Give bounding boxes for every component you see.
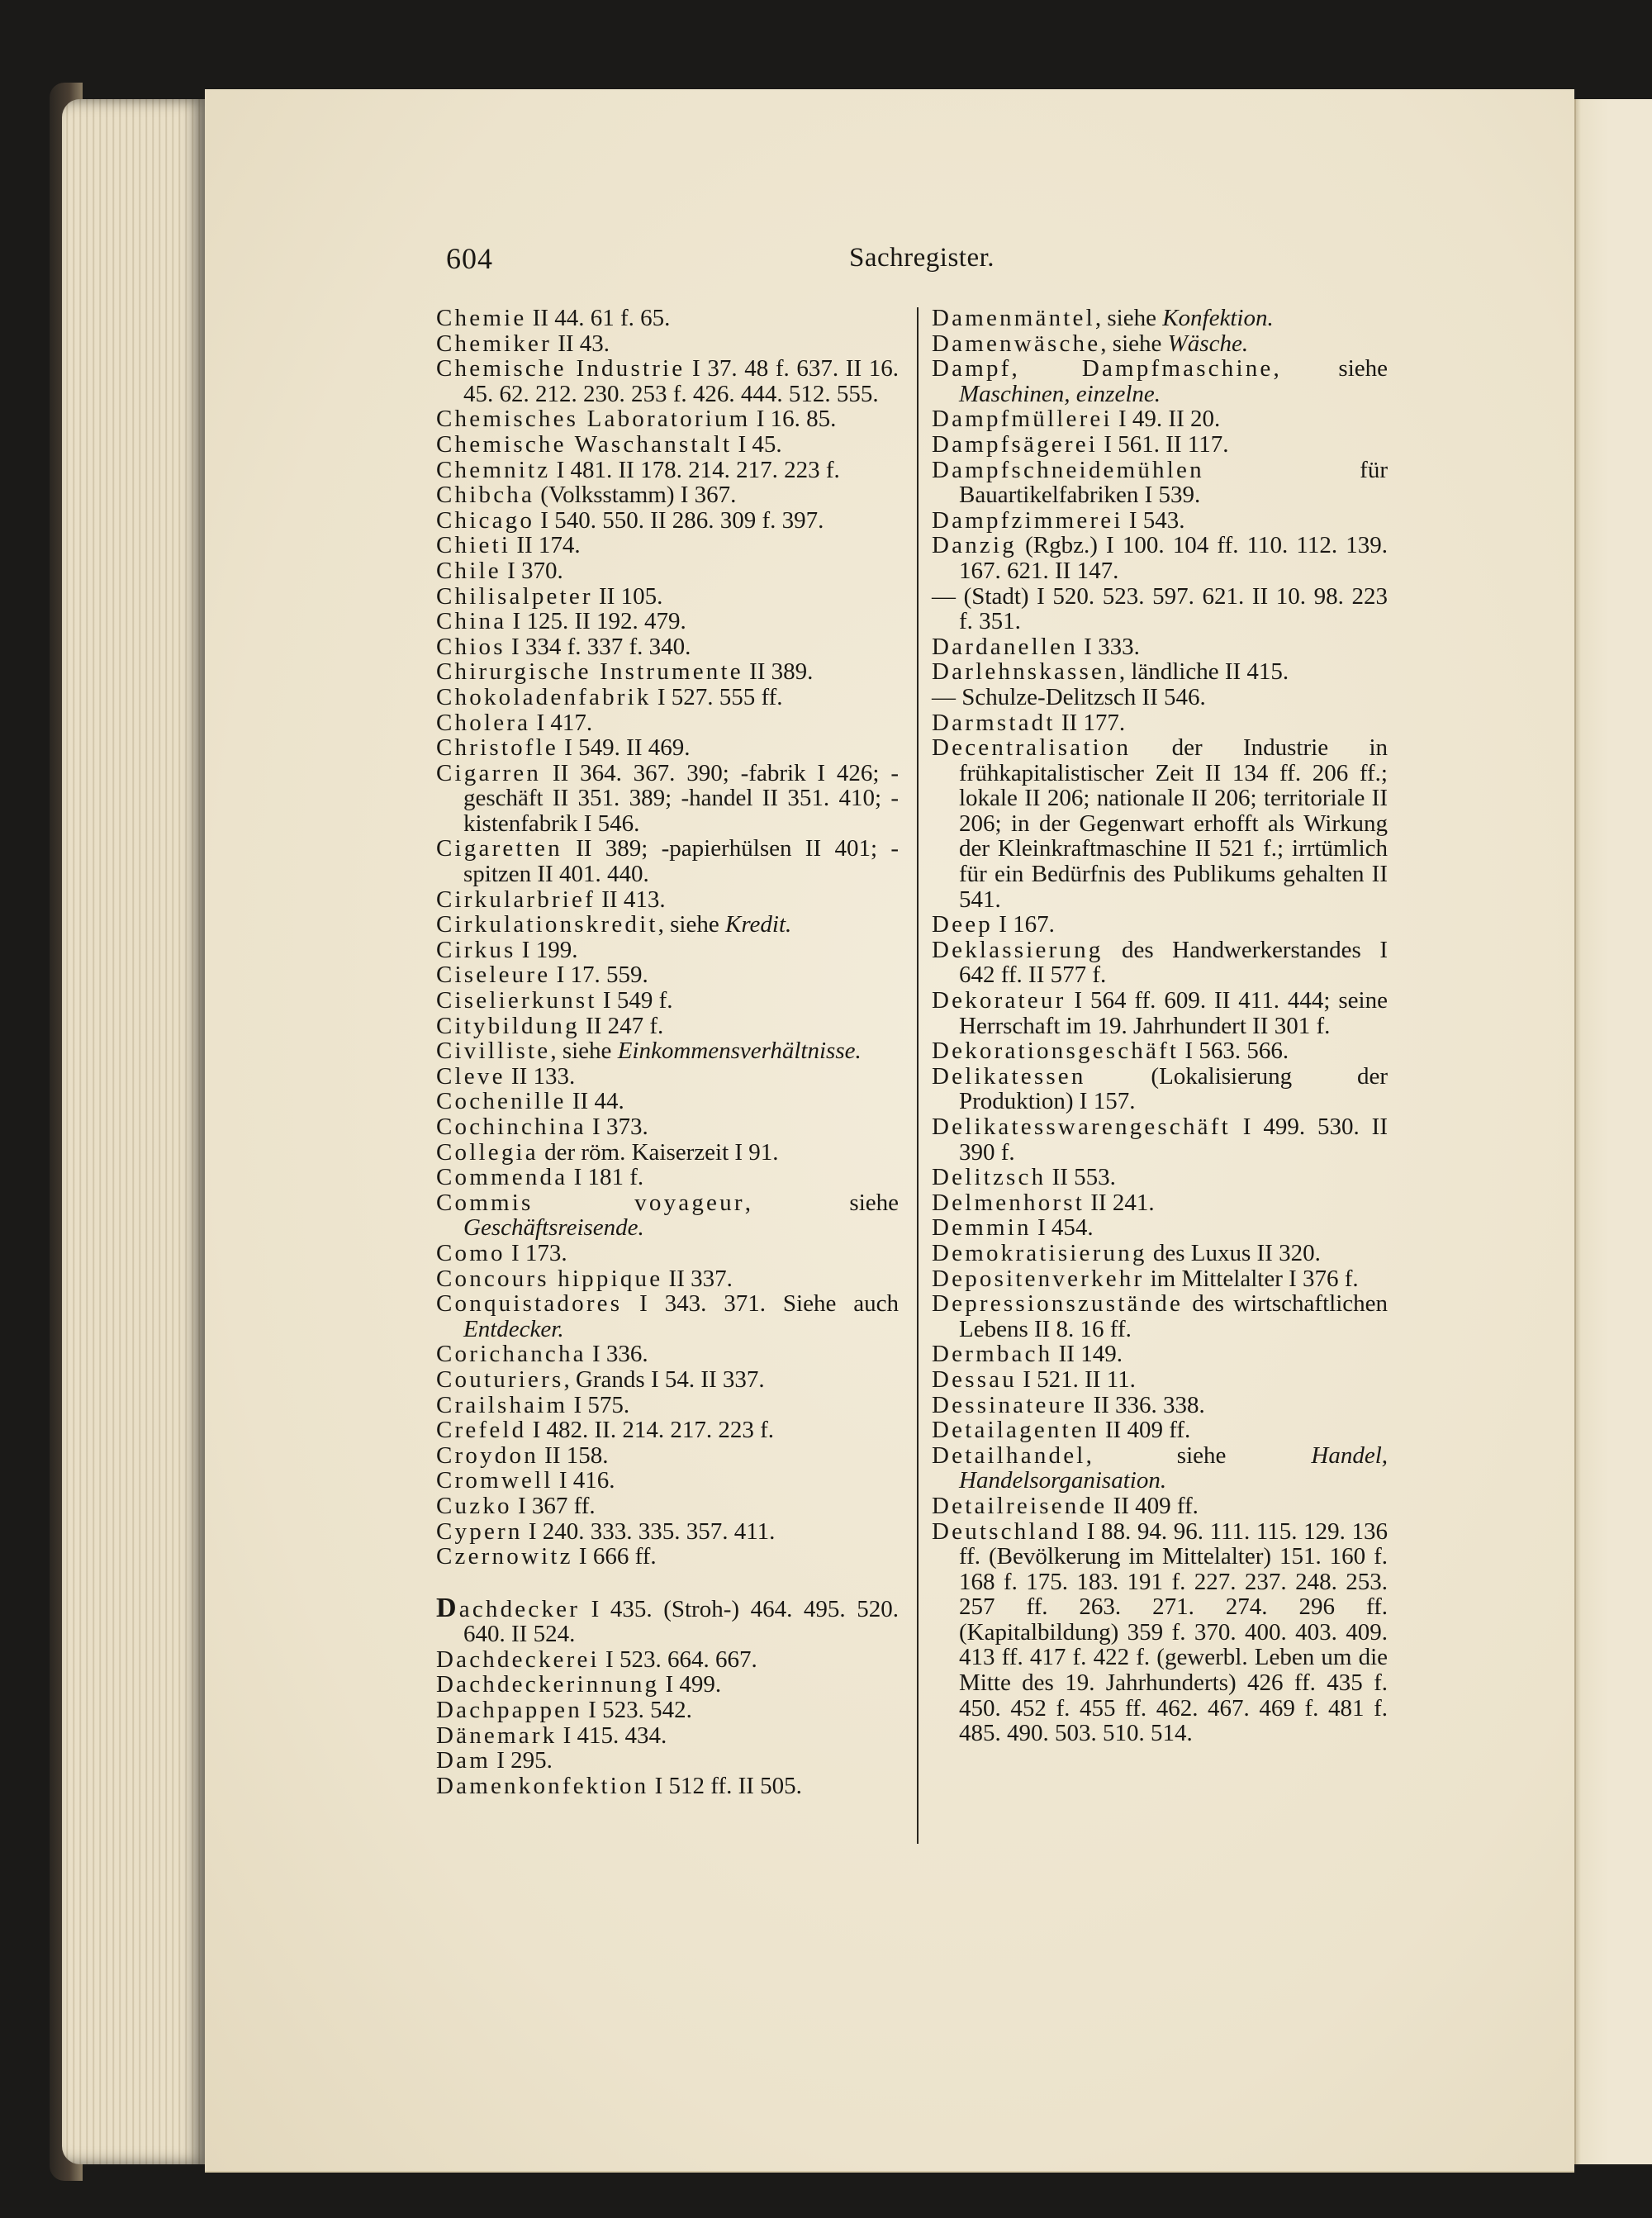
entry-headword: Cigaretten bbox=[436, 835, 563, 862]
entry-references: I 415. 434. bbox=[557, 1722, 667, 1749]
index-entry bbox=[932, 1114, 1388, 1165]
index-entry bbox=[932, 685, 1388, 710]
index-entry bbox=[932, 508, 1388, 534]
index-entry bbox=[932, 356, 1388, 406]
entry-headword: Dessau bbox=[932, 1365, 1017, 1393]
entry-references: I 88. 94. 96. 111. 115. 129. 136 ff. (Bevölkerung im Mittelalter) 151. 160 f. 168 f. 175. 183. 191 f. 227. 237. 248. 253. 257 ff. 263. 271. 274. 296 ff. (Kapitalbildung) 359 f. 370. 400. 403. 409. 413 ff. 417 f. 422 f. (gewerbl. Leben um die Mitte des 19. Jahrhunderts) 426 ff. 435 f. 450. 452 f. 455 ff. 462. 467. 469 f. 481 f. 485. 490. 503. 510. 514. bbox=[959, 1517, 1388, 1747]
index-entry bbox=[932, 1519, 1388, 1746]
entry-headword: Cochenille bbox=[436, 1088, 567, 1115]
index-entry bbox=[932, 1443, 1388, 1494]
entry-headword: Chemische Industrie bbox=[436, 355, 686, 382]
entry-references: I 527. 555 ff. bbox=[651, 683, 783, 710]
index-entry bbox=[932, 1291, 1388, 1342]
entry-references: II 177. bbox=[1055, 709, 1126, 736]
index-entry bbox=[436, 1748, 899, 1774]
entry-references: II 389. bbox=[743, 658, 814, 686]
entry-headword: Chokoladenfabrik bbox=[436, 683, 652, 710]
entry-references: II 247 f. bbox=[579, 1012, 664, 1039]
index-entry bbox=[436, 1038, 899, 1064]
entry-headword: Cholera bbox=[436, 709, 531, 736]
entry-references: II 409 ff. bbox=[1107, 1492, 1199, 1519]
entry-headword: Crefeld bbox=[436, 1417, 527, 1444]
entry-references: (Rgbz.) I 100. 104 ff. 110. 112. 139. 167. 621. II 147. bbox=[959, 532, 1388, 584]
entry-references: I 435. (Stroh-) 464. 495. 520. 640. II 524. bbox=[463, 1595, 899, 1648]
index-entry bbox=[436, 1165, 899, 1190]
index-entry bbox=[436, 1519, 899, 1545]
entry-references: I 370. bbox=[501, 557, 563, 584]
entry-references: I 16. 85. bbox=[750, 406, 837, 433]
entry-references: des Luxus II 320. bbox=[1146, 1239, 1321, 1266]
index-entry bbox=[932, 1393, 1388, 1418]
index-entry bbox=[932, 458, 1388, 508]
index-entry bbox=[436, 1592, 899, 1648]
entry-references: I 295. bbox=[490, 1747, 553, 1774]
entry-headword: Dampf, Dampfmaschine bbox=[932, 355, 1274, 382]
index-entry bbox=[932, 1064, 1388, 1114]
index-entry bbox=[932, 331, 1388, 357]
entry-references: I 37. 48 f. 637. II 16. 45. 62. 212. 230. 253 f. 426. 444. 512. 555. bbox=[463, 355, 899, 407]
entry-headword: Conquistadores bbox=[436, 1290, 623, 1318]
index-entry bbox=[932, 1215, 1388, 1241]
entry-references: II 105. bbox=[592, 582, 663, 610]
entry-references: I 482. II. 214. 217. 223 f. bbox=[526, 1417, 774, 1444]
entry-headword: Delikatesswarengeschäft bbox=[932, 1114, 1231, 1140]
entry-headword: Corichancha bbox=[436, 1341, 586, 1368]
index-entry bbox=[932, 1190, 1388, 1216]
index-entry bbox=[436, 1443, 899, 1469]
entry-references: — Schulze-Delitzsch II 546. bbox=[932, 683, 1206, 710]
entry-headword: Darmstadt bbox=[932, 709, 1056, 736]
entry-references: I 336. bbox=[586, 1341, 648, 1368]
index-entry bbox=[436, 887, 899, 913]
index-entry bbox=[436, 458, 899, 483]
entry-references: II 337. bbox=[662, 1265, 733, 1292]
entry-headword: Chemische Waschanstalt bbox=[436, 430, 733, 458]
entry-references: II 44. bbox=[566, 1088, 624, 1115]
entry-references: II 133. bbox=[505, 1062, 576, 1090]
entry-references: I 199. bbox=[515, 936, 578, 963]
entry-references: I 512 ff. II 505. bbox=[648, 1772, 802, 1799]
entry-references: II 44. 61 f. 65. bbox=[526, 305, 671, 331]
entry-references: I 666 ff. bbox=[572, 1543, 657, 1570]
page-edges bbox=[62, 99, 206, 2164]
entry-headword: Delmenhorst bbox=[932, 1189, 1085, 1216]
entry-headword: Cochinchina bbox=[436, 1114, 586, 1140]
entry-references: I 373. bbox=[586, 1114, 648, 1140]
index-entry bbox=[436, 912, 899, 938]
entry-headword: Commenda bbox=[436, 1164, 568, 1191]
entry-references: I 416. bbox=[553, 1467, 615, 1494]
page-number: 604 bbox=[446, 242, 493, 275]
entry-headword: Dam bbox=[436, 1747, 491, 1774]
section-gap bbox=[436, 1570, 899, 1596]
column-divider bbox=[917, 307, 919, 1844]
index-entry bbox=[932, 912, 1388, 938]
entry-references: I 575. bbox=[567, 1391, 630, 1418]
entry-headword: Demokratisierung bbox=[932, 1239, 1147, 1266]
entry-references: I 454. bbox=[1031, 1214, 1094, 1242]
entry-headword: Commis voyageur bbox=[436, 1189, 745, 1216]
index-entry bbox=[436, 1698, 899, 1723]
entry-headword: China bbox=[436, 608, 507, 635]
entry-headword: Dampfschneidemühlen bbox=[932, 456, 1204, 483]
entry-headword: Danzig bbox=[932, 532, 1017, 559]
entry-references: I 521. II 11. bbox=[1016, 1365, 1136, 1393]
entry-references: , siehe bbox=[1273, 355, 1388, 382]
index-entry bbox=[436, 1291, 899, 1342]
entry-cross-reference: Wäsche. bbox=[1167, 330, 1249, 357]
index-entry bbox=[436, 609, 899, 634]
entry-references: der Industrie in frühkapitalistischer Zeit II 134 ff. 206 ff.; lokale II 206; nationale II 206; territoriale II 206; in der Gegenwart erhofft als Wirkung der Kleinkraftmaschine II 521 f.; irrtümlich für ein Bedürfnis des Publikums gehalten II 541. bbox=[959, 734, 1388, 913]
entry-headword: Chile bbox=[436, 557, 501, 584]
entry-references: (Volksstamm) I 367. bbox=[534, 482, 737, 509]
entry-headword: Civilliste bbox=[436, 1038, 551, 1065]
entry-headword: Dampfzimmerei bbox=[932, 506, 1123, 534]
entry-references: , siehe bbox=[744, 1189, 899, 1216]
index-entry bbox=[436, 1089, 899, 1114]
entry-references: II 241. bbox=[1085, 1189, 1155, 1216]
entry-headword: Cuzko bbox=[436, 1492, 512, 1519]
entry-references: I 343. 371. Siehe auch bbox=[622, 1290, 899, 1318]
entry-headword: Detailagenten bbox=[932, 1417, 1099, 1444]
entry-headword: Cirkulationskredit bbox=[436, 911, 658, 938]
entry-headword: Dardanellen bbox=[932, 633, 1078, 660]
index-column-left bbox=[436, 306, 899, 1798]
entry-headword: Chirurgische Instrumente bbox=[436, 658, 743, 686]
index-entry bbox=[932, 710, 1388, 736]
entry-headword: Delikatessen bbox=[932, 1062, 1086, 1090]
entry-references: II 389; -papierhülsen II 401; -spitzen II 401. 440. bbox=[463, 835, 899, 888]
entry-headword: achdecker bbox=[458, 1595, 581, 1622]
entry-headword: Dampfmüllerei bbox=[932, 406, 1113, 433]
entry-headword: Chemiker bbox=[436, 330, 552, 357]
entry-references: (Lokalisierung der Produktion) I 157. bbox=[959, 1062, 1388, 1115]
entry-references: , Grands I 54. II 337. bbox=[563, 1365, 765, 1393]
entry-references: , siehe bbox=[1094, 305, 1163, 331]
entry-cross-reference: Kredit. bbox=[724, 911, 792, 938]
index-entry bbox=[932, 306, 1388, 331]
entry-headword: Detailreisende bbox=[932, 1492, 1108, 1519]
entry-headword: Chemie bbox=[436, 305, 527, 331]
entry-references: I 417. bbox=[530, 709, 593, 736]
index-column-right bbox=[932, 306, 1388, 1746]
index-entry bbox=[932, 432, 1388, 458]
entry-references: des Handwerkerstandes I 642 ff. II 577 f. bbox=[959, 936, 1388, 989]
entry-references: I 543. bbox=[1123, 506, 1185, 534]
entry-references: für Bauartikelfabriken I 539. bbox=[959, 456, 1388, 509]
entry-headword: Deutschland bbox=[932, 1517, 1081, 1545]
entry-cross-reference: Geschäftsreisende. bbox=[463, 1214, 644, 1242]
index-entry bbox=[436, 1774, 899, 1799]
entry-references: , siehe bbox=[1085, 1441, 1312, 1469]
index-entry bbox=[932, 533, 1388, 583]
index-entry bbox=[436, 1266, 899, 1292]
index-entry bbox=[436, 406, 899, 432]
entry-headword: Citybildung bbox=[436, 1012, 580, 1039]
entry-references: I 167. bbox=[993, 911, 1055, 938]
entry-headword: Dachdeckerei bbox=[436, 1646, 600, 1673]
index-entry bbox=[436, 356, 899, 406]
index-entry bbox=[932, 1266, 1388, 1292]
entry-references: II 149. bbox=[1052, 1341, 1123, 1368]
entry-references: , siehe bbox=[550, 1038, 618, 1065]
entry-references: I 499. bbox=[659, 1671, 722, 1698]
entry-references: I 125. II 192. 479. bbox=[506, 608, 686, 635]
entry-references: , siehe bbox=[1100, 330, 1168, 357]
entry-headword: Damenkonfektion bbox=[436, 1772, 649, 1799]
entry-cross-reference: Maschinen, einzelne. bbox=[959, 380, 1161, 407]
index-entry bbox=[932, 988, 1388, 1038]
entry-references: I 17. 559. bbox=[550, 962, 648, 989]
entry-headword: Depositenverkehr bbox=[932, 1265, 1145, 1292]
index-entry bbox=[932, 634, 1388, 660]
index-entry bbox=[932, 406, 1388, 432]
index-entry bbox=[436, 634, 899, 660]
entry-cross-reference: Handel, Handelsorganisation. bbox=[959, 1441, 1388, 1494]
running-head: Sachregister. bbox=[849, 243, 995, 273]
entry-references: I 549 f. bbox=[596, 987, 673, 1014]
index-entry bbox=[436, 1114, 899, 1140]
index-entry bbox=[932, 1418, 1388, 1443]
entry-references: I 549. II 469. bbox=[558, 734, 691, 762]
entry-references: II 553. bbox=[1046, 1164, 1116, 1191]
entry-references: I 564 ff. 609. II 411. 444; seine Herrschaft im 19. Jahrhundert II 301 f. bbox=[959, 987, 1388, 1039]
entry-headword: Cirkus bbox=[436, 936, 516, 963]
index-entry bbox=[436, 1342, 899, 1367]
index-entry bbox=[436, 988, 899, 1014]
entry-references: I 563. 566. bbox=[1179, 1038, 1289, 1065]
entry-headword: Dachpappen bbox=[436, 1697, 582, 1724]
entry-references: , siehe bbox=[657, 911, 725, 938]
index-entry bbox=[436, 735, 899, 761]
entry-references: I 334 f. 337 f. 340. bbox=[505, 633, 691, 660]
entry-headword: Depressionszustände bbox=[932, 1290, 1184, 1318]
entry-references: I 333. bbox=[1077, 633, 1140, 660]
entry-references: , ländliche II 415. bbox=[1118, 658, 1289, 686]
entry-headword: Cigarren bbox=[436, 759, 542, 786]
index-entry bbox=[436, 533, 899, 558]
entry-cross-reference: Entdecker. bbox=[463, 1315, 564, 1342]
entry-headword: Demmin bbox=[932, 1214, 1032, 1242]
index-entry bbox=[436, 1647, 899, 1673]
index-entry bbox=[436, 1190, 899, 1241]
entry-references: I 173. bbox=[505, 1239, 567, 1266]
entry-cross-reference: Einkommensverhältnisse. bbox=[617, 1038, 862, 1065]
entry-headword: Decentralisation bbox=[932, 734, 1132, 762]
entry-headword: Como bbox=[436, 1239, 506, 1266]
entry-headword: Dekorateur bbox=[932, 987, 1066, 1014]
entry-cross-reference: Konfektion. bbox=[1162, 305, 1274, 331]
index-entry bbox=[436, 962, 899, 988]
entry-references: II 364. 367. 390; -fabrik I 426; -geschäft II 351. 389; -handel II 351. 410; -kistenfabrik I 546. bbox=[463, 759, 899, 837]
entry-headword: Chilisalpeter bbox=[436, 582, 593, 610]
index-entry bbox=[932, 659, 1388, 685]
entry-references: — (Stadt) I 520. 523. 597. 621. II 10. 98. 223 f. 351. bbox=[932, 582, 1388, 635]
index-entry bbox=[436, 584, 899, 610]
entry-headword: Crailshaim bbox=[436, 1391, 568, 1418]
entry-headword: Delitzsch bbox=[932, 1164, 1047, 1191]
entry-references: II 158. bbox=[538, 1441, 609, 1469]
entry-headword: Dekorationsgeschäft bbox=[932, 1038, 1180, 1065]
entry-headword: Collegia bbox=[436, 1138, 539, 1166]
index-entry bbox=[436, 710, 899, 736]
index-entry bbox=[436, 1544, 899, 1570]
entry-references: I 499. 530. II 390 f. bbox=[959, 1114, 1388, 1166]
entry-headword: Chicago bbox=[436, 506, 535, 534]
entry-headword: Cromwell bbox=[436, 1467, 553, 1494]
entry-headword: Dachdeckerinnung bbox=[436, 1671, 660, 1698]
index-entry bbox=[932, 1038, 1388, 1064]
entry-headword: Chibcha bbox=[436, 482, 535, 509]
entry-headword: Couturiers bbox=[436, 1365, 564, 1393]
entry-headword: Cypern bbox=[436, 1517, 523, 1545]
index-entry bbox=[436, 1393, 899, 1418]
entry-headword: Chieti bbox=[436, 532, 511, 559]
index-entry bbox=[932, 1342, 1388, 1367]
entry-references: II 174. bbox=[510, 532, 581, 559]
entry-headword: Chios bbox=[436, 633, 506, 660]
entry-headword: Chemnitz bbox=[436, 456, 551, 483]
entry-references: I 523. 542. bbox=[582, 1697, 692, 1724]
entry-references: II 43. bbox=[551, 330, 610, 357]
entry-headword: Dänemark bbox=[436, 1722, 558, 1749]
index-entry bbox=[436, 558, 899, 584]
entry-headword: Damenwäsche bbox=[932, 330, 1101, 357]
entry-references: I 181 f. bbox=[567, 1164, 644, 1191]
entry-headword: Dessinateure bbox=[932, 1391, 1088, 1418]
entry-headword: Ciseleure bbox=[436, 962, 551, 989]
index-entry bbox=[436, 1014, 899, 1039]
entry-references: I 523. 664. 667. bbox=[599, 1646, 757, 1673]
index-entry bbox=[436, 482, 899, 508]
index-entry bbox=[932, 1494, 1388, 1519]
index-entry bbox=[932, 1165, 1388, 1190]
entry-references: I 49. II 20. bbox=[1112, 406, 1221, 433]
index-entry bbox=[436, 1140, 899, 1166]
index-entry bbox=[436, 938, 899, 963]
entry-headword: Cirkularbrief bbox=[436, 886, 596, 913]
entry-headword: Ciselierkunst bbox=[436, 987, 597, 1014]
entry-headword: Croydon bbox=[436, 1441, 539, 1469]
facing-page-edge bbox=[1574, 99, 1652, 2164]
index-entry bbox=[436, 836, 899, 886]
index-entry bbox=[436, 432, 899, 458]
entry-headword: Cleve bbox=[436, 1062, 506, 1090]
entry-references: I 540. 550. II 286. 309 f. 397. bbox=[534, 506, 824, 534]
index-entry bbox=[436, 685, 899, 710]
index-entry bbox=[436, 1367, 899, 1393]
entry-references: I 45. bbox=[732, 430, 782, 458]
entry-headword: Deklassierung bbox=[932, 936, 1104, 963]
entry-references: I 240. 333. 335. 357. 411. bbox=[522, 1517, 776, 1545]
index-entry bbox=[436, 659, 899, 685]
entry-references: des wirtschaftlichen Lebens II 8. 16 ff. bbox=[959, 1290, 1388, 1342]
entry-headword: Christofle bbox=[436, 734, 558, 762]
entry-headword: Dermbach bbox=[932, 1341, 1053, 1368]
index-entry bbox=[436, 508, 899, 534]
entry-references: der röm. Kaiserzeit I 91. bbox=[538, 1138, 779, 1166]
entry-references: im Mittelalter I 376 f. bbox=[1144, 1265, 1359, 1292]
entry-references: II 409 ff. bbox=[1099, 1417, 1191, 1444]
index-entry bbox=[436, 306, 899, 331]
index-entry bbox=[436, 1468, 899, 1494]
index-entry bbox=[436, 761, 899, 837]
entry-references: I 367 ff. bbox=[511, 1492, 596, 1519]
entry-headword: Darlehnskassen bbox=[932, 658, 1119, 686]
entry-headword: Detailhandel bbox=[932, 1441, 1086, 1469]
entry-references: I 561. II 117. bbox=[1098, 430, 1229, 458]
index-entry bbox=[436, 1418, 899, 1443]
index-entry bbox=[932, 735, 1388, 912]
index-entry bbox=[436, 1064, 899, 1090]
index-entry bbox=[932, 938, 1388, 988]
entry-headword: Czernowitz bbox=[436, 1543, 573, 1570]
index-entry bbox=[436, 1672, 899, 1698]
index-entry bbox=[436, 1494, 899, 1519]
index-entry bbox=[932, 1241, 1388, 1266]
entry-headword: Damenmäntel bbox=[932, 305, 1095, 331]
index-entry bbox=[932, 1367, 1388, 1393]
entry-references: II 413. bbox=[596, 886, 666, 913]
entry-headword: Chemisches Laboratorium bbox=[436, 406, 751, 433]
section-initial: D bbox=[436, 1592, 459, 1623]
entry-headword: Dampfsägerei bbox=[932, 430, 1099, 458]
entry-headword: Deep bbox=[932, 911, 993, 938]
index-entry bbox=[436, 1723, 899, 1749]
entry-headword: Concours hippique bbox=[436, 1265, 663, 1292]
index-entry bbox=[932, 584, 1388, 634]
entry-references: I 481. II 178. 214. 217. 223 f. bbox=[550, 456, 840, 483]
index-entry bbox=[436, 1241, 899, 1266]
entry-references: II 336. 338. bbox=[1087, 1391, 1205, 1418]
index-entry bbox=[436, 331, 899, 357]
